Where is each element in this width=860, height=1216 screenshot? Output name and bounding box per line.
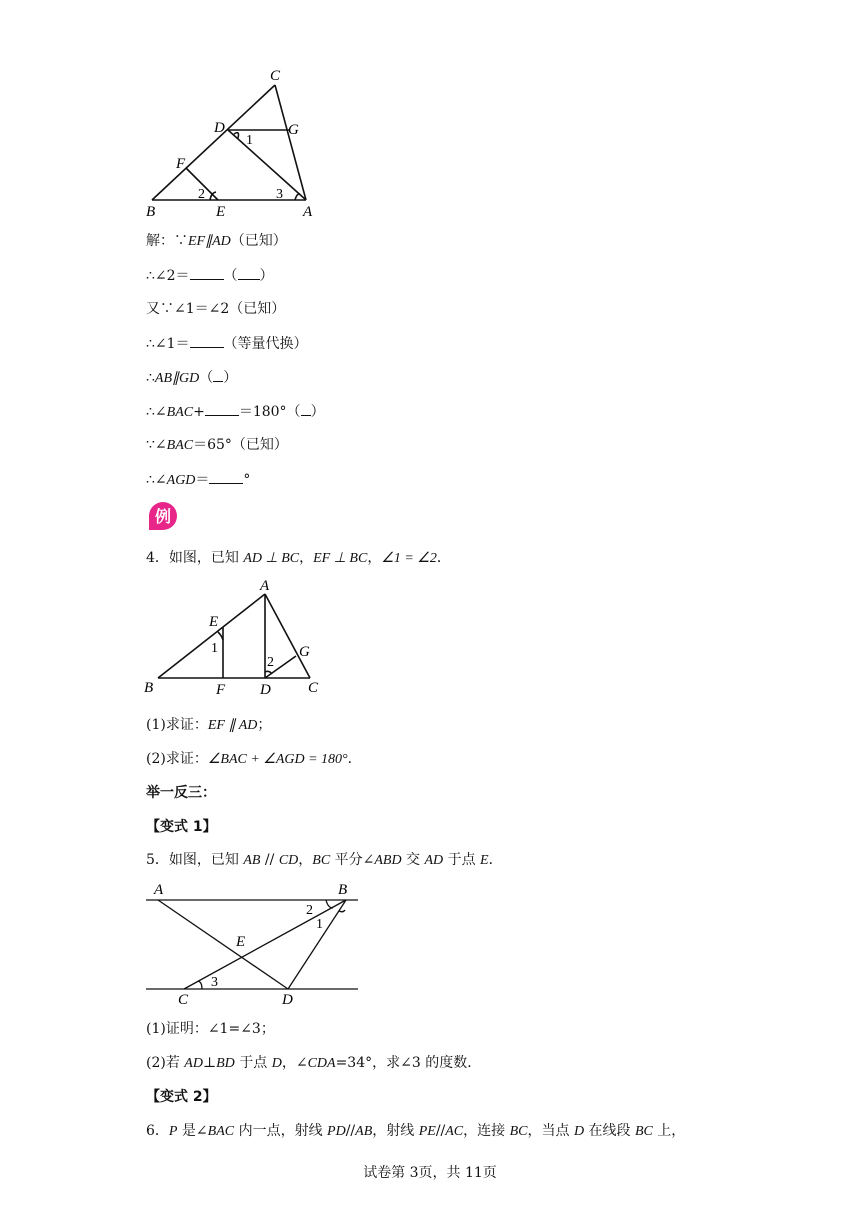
label-2: 2 (198, 187, 205, 202)
solution-line-4: ∴∠1＝ （等量代换） (146, 333, 308, 354)
question-4: 4．如图，已知 AD ⊥ BC，EF ⊥ BC，∠1 = ∠2． (146, 550, 451, 566)
badge-text: 例 (154, 507, 172, 526)
solution-line-7: ∵∠BAC＝65°（已知） (146, 437, 288, 453)
label-g: G (299, 644, 310, 660)
solution-line-1: 解：∵EF∥AD（已知） (146, 233, 287, 249)
figure-q4 (140, 576, 340, 700)
label-a: A (154, 882, 164, 898)
label-c: C (270, 68, 281, 84)
q4-part-2: (2)求证：∠BAC + ∠AGD = 180°． (146, 751, 362, 767)
solution-line-5: ∴AB∥GD（ ） (146, 367, 237, 389)
label-f: F (176, 156, 186, 172)
label-3: 3 (211, 975, 218, 990)
variant-2-tag: 【变式 2】 (146, 1089, 217, 1105)
answer-blank[interactable] (190, 333, 224, 348)
solution-line-3: 又∵∠1＝∠2（已知） (146, 301, 286, 317)
label-e: E (236, 934, 246, 950)
label-a: A (303, 204, 313, 220)
example-badge-icon (146, 499, 180, 533)
label-a: A (260, 578, 270, 594)
answer-blank[interactable] (238, 265, 260, 280)
section-title: 举一反三： (146, 785, 216, 801)
solution-line-6: ∴∠BAC+ ＝180°（ ） (146, 401, 325, 423)
label-d: D (214, 120, 225, 136)
answer-blank[interactable] (301, 401, 311, 416)
figure-q5 (140, 878, 362, 1008)
figure-triangle-abc (140, 64, 330, 224)
answer-blank[interactable] (209, 469, 243, 484)
label-c: C (178, 992, 189, 1008)
answer-blank[interactable] (205, 401, 239, 416)
label-b: B (338, 882, 348, 898)
solution-line-2: ∴∠2＝ （ ） (146, 265, 274, 286)
q5-part-1: (1)证明：∠1=∠3； (146, 1021, 275, 1037)
question-5: 5．如图，已知 AB // CD，BC 平分∠ABD 交 AD 于点 E． (146, 852, 503, 868)
variant-1-tag: 【变式 1】 (146, 819, 217, 835)
solution-line-8: ∴∠AGD＝ ° (146, 469, 250, 491)
label-2: 2 (267, 655, 274, 670)
label-b: B (146, 204, 156, 220)
label-f: F (216, 682, 226, 698)
q4-part-1: (1)求证：EF ∥ AD； (146, 717, 272, 733)
question-6: 6．P 是∠BAC 内一点，射线 PD//AB，射线 PE//AC，连接 BC，当点 D 在线段 BC 上， (146, 1123, 686, 1139)
label-3: 3 (276, 187, 283, 202)
label-1: 1 (211, 641, 218, 656)
label-d: D (260, 682, 271, 698)
label-2: 2 (306, 903, 313, 918)
label-1: 1 (246, 133, 253, 148)
label-b: B (144, 680, 154, 696)
label-g: G (288, 122, 299, 138)
answer-blank[interactable] (190, 265, 224, 280)
answer-blank[interactable] (213, 367, 223, 382)
label-c: C (308, 680, 319, 696)
label-1: 1 (316, 917, 323, 932)
label-d: D (282, 992, 293, 1008)
page-footer: 试卷第 3页，共 11页 (363, 1165, 497, 1181)
label-e: E (216, 204, 226, 220)
label-e: E (209, 614, 219, 630)
q5-part-2: (2)若 AD⊥BD 于点 D，∠CDA=34°，求∠3 的度数． (146, 1055, 482, 1071)
